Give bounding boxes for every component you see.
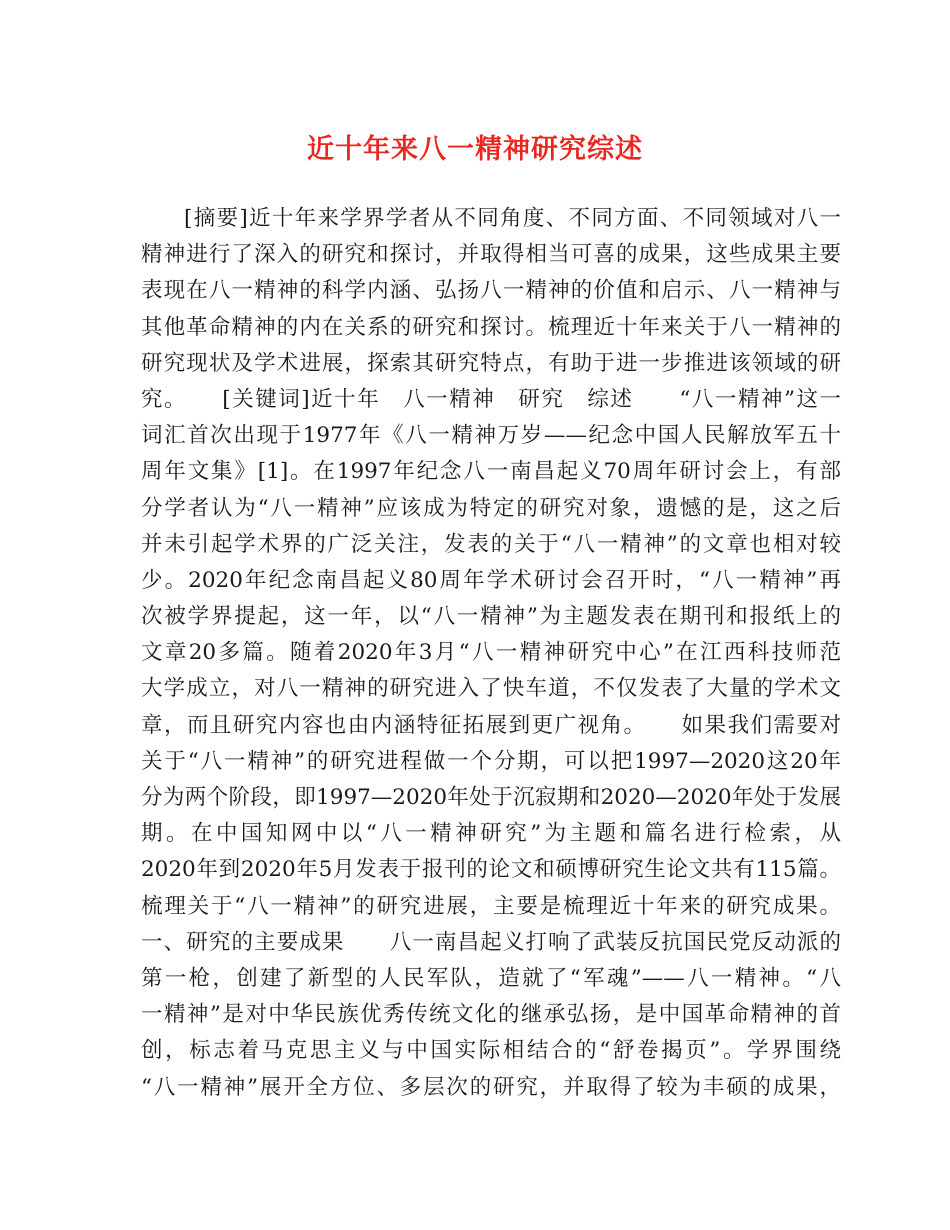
text-line: 章，而且研究内容也由内涵特征拓展到更广视角。 如果我们需要对 (141, 712, 841, 738)
text-line: 大学成立，对八一精神的研究进入了快车道，不仅发表了大量的学术文 (141, 676, 841, 702)
text-line: 梳理关于“八一精神”的研究进展，主要是梳理近十年来的研究成果。 (141, 893, 841, 919)
text-line: 关于“八一精神”的研究进程做一个分期，可以把1997—2020这20年 (141, 748, 841, 774)
text-line: 创，标志着马克思主义与中国实际相结合的“舒卷揭页”。学界围绕 (141, 1038, 841, 1064)
text-line: 次被学界提起，这一年，以“八一精神”为主题发表在期刊和报纸上的 (141, 604, 841, 630)
text-line: 词汇首次出现于1977年《八一精神万岁——纪念中国人民解放军五十 (141, 423, 841, 449)
text-line: 少。2020年纪念南昌起义80周年学术研讨会召开时，“八一精神”再 (141, 567, 841, 593)
text-line: 究。 [关键词]近十年 八一精神 研究 综述 “八一精神”这一 (141, 386, 841, 412)
text-line: 第一枪，创建了新型的人民军队，造就了“军魂”——八一精神。“八 (141, 965, 841, 991)
text-line: [摘要]近十年来学界学者从不同角度、不同方面、不同领域对八一 (184, 206, 841, 231)
text-line: 分为两个阶段，即1997—2020年处于沉寂期和2020—2020年处于发展 (141, 785, 841, 810)
text-line: 并未引起学术界的广泛关注，发表的关于“八一精神”的文章也相对较 (141, 531, 841, 557)
text-line: 分学者认为“八一精神”应该成为特定的研究对象，遗憾的是，这之后 (141, 495, 841, 521)
text-line: 研究现状及学术进展，探索其研究特点，有助于进一步推进该领域的研 (141, 350, 841, 376)
text-line: 其他革命精神的内在关系的研究和探讨。梳理近十年来关于八一精神的 (141, 314, 841, 340)
text-line: 期。在中国知网中以“八一精神研究”为主题和篇名进行检索，从 (141, 821, 841, 847)
text-line: 精神进行了深入的研究和探讨，并取得相当可喜的成果，这些成果主要 (141, 242, 841, 268)
text-line: 表现在八一精神的科学内涵、弘扬八一精神的价值和启示、八一精神与 (141, 278, 841, 304)
text-line: 周年文集》[1]。在1997年纪念八一南昌起义70周年研讨会上，有部 (141, 459, 841, 485)
text-line: 一精神”是对中华民族优秀传统文化的继承弘扬，是中国革命精神的首 (141, 1002, 841, 1028)
text-line: 文章20多篇。随着2020年3月“八一精神研究中心”在江西科技师范 (141, 640, 841, 666)
document-title: 近十年来八一精神研究综述 (307, 134, 643, 165)
document-body (141, 201, 841, 1106)
text-line: 2020年到2020年5月发表于报刊的论文和硕博研究生论文共有115篇。 (141, 857, 841, 883)
text-line: 一、研究的主要成果 八一南昌起义打响了武装反抗国民党反动派的 (141, 929, 841, 955)
text-line: “八一精神”展开全方位、多层次的研究，并取得了较为丰硕的成果， (141, 1074, 841, 1100)
